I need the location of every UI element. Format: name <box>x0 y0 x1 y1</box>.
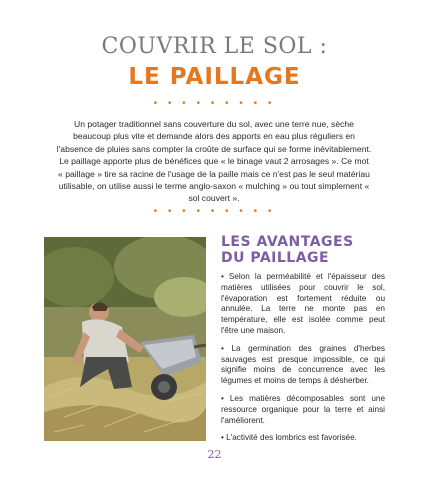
advantage-item: • Les matières décomposables sont une ressource organique pour la terre et ainsi l'améliorent. <box>221 393 385 425</box>
advantages-list <box>221 272 385 451</box>
advantage-item: • L'activité des lombrics est favorisée. <box>221 433 357 443</box>
page-number: 22 <box>207 448 222 461</box>
advantage-item: • Selon la perméabilité et l'épaisseur des matières utilisées pour couvrir le sol, l'évaporation est fortement réduite ou annulée. La terre ne monte pas en température, elle est isolée comme peut l'être une maison. <box>221 272 385 335</box>
intro-paragraph: Un potager traditionnel sans couverture du sol, avec une terre nue, sèche beaucoup plus vite et demande alors des apports en eau plus réguliers en l'absence de pluies sans compter la croûte de surface qui se forme inévitablement. Le paillage apporte plus de bénéfices que « le binage vaut 2 arrosages ». Ce mot « paillage » tire sa racine de l'usage de la paille mais ce n'est pas le seul matériau utilisable, on utilise aussi le terme anglo-saxon « mulching » ou tout simplement « sol couvert ». <box>56 119 372 204</box>
gardener-mulching-photo <box>44 237 206 441</box>
decorative-dots-top: • • • • • • • • • <box>153 98 276 109</box>
decorative-dots-bottom: • • • • • • • • • <box>153 206 276 217</box>
page-title: COUVRIR LE SOL : <box>101 34 328 59</box>
advantage-item: • La germination des graines d'herbes sauvages est presque impossible, ce qui signifie moins de concurrence avec les légumes et moins de temps à désherber. <box>221 343 385 386</box>
section-title-line-1: LES AVANTAGES <box>221 234 354 250</box>
page-subtitle: LE PAILLAGE <box>128 64 301 90</box>
section-title-line-2: DU PAILLAGE <box>221 250 330 266</box>
section-title <box>221 234 381 266</box>
